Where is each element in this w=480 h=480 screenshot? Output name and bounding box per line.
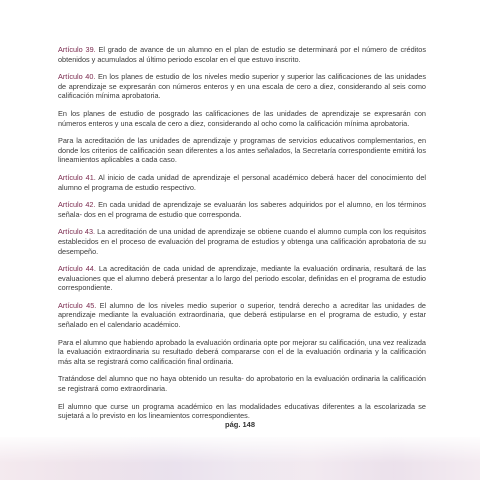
- paragraph-text: El grado de avance de un alumno en el plan de estudio se determinará por el número de créditos obtenidos y acumulados al último periodo escolar en el que estuvo inscrito.: [58, 45, 426, 64]
- paragraph-art-44: [58, 264, 426, 293]
- article-label: Artículo 41.: [58, 172, 96, 182]
- paragraph-art-41: [58, 173, 426, 192]
- article-label: Artículo 44.: [58, 264, 96, 274]
- paragraph-mejorar: [58, 338, 426, 367]
- document-body: [58, 45, 426, 429]
- paragraph-text: Para el alumno que habiendo aprobado la evaluación ordinaria opte por mejorar su calificación, una vez realizada la evaluación extraordinaria su resultado deberá compararse con el de la evaluación ordinaria y la calificación más alta se registrará como calificación final ordinaria.: [58, 337, 426, 366]
- paragraph-extraordinaria: [58, 374, 426, 393]
- paragraph-text: El alumno que curse un programa académico en las modalidades educativas diferentes a la escolarizada se sujetará a lo previsto en los lineamientos correspondientes.: [58, 401, 426, 421]
- paragraph-text: La acreditación de cada unidad de aprendizaje, mediante la evaluación ordinaria, resultará de las evaluaciones que el alumno deberá presentar a lo largo del periodo escolar, definidas en el programa de estudio correspondiente.: [58, 264, 426, 293]
- paragraph-art-42: [58, 200, 426, 219]
- paragraph-text: En los planes de estudio de los niveles medio superior y superior las calificaciones de las unidades de aprendizaje se expresarán con números enteros y en una escala de cero a diez, considerando al seis como calificación mínima aprobatoria.: [58, 72, 426, 101]
- paragraph-art-39: [58, 45, 426, 64]
- paragraph-modalidades: [58, 402, 426, 421]
- page-number: pág. 148: [224, 420, 255, 429]
- paragraph-art-45: [58, 301, 426, 330]
- paragraph-text: Tratándose del alumno que no haya obtenido un resulta- do aprobatorio en la evaluación ordinaria la calificación se registrará como extraordinaria.: [58, 374, 426, 394]
- paragraph-text: Para la acreditación de las unidades de aprendizaje y programas de servicios educativos complementarios, en donde los criterios de calificación sean diferentes a los antes señalados, la Secretaría correspondiente emitirá los lineamientos aplicables a cada caso.: [58, 136, 426, 165]
- article-label: Artículo 45.: [58, 300, 97, 310]
- article-label: Artículo 39.: [58, 45, 96, 54]
- paragraph-art-40: [58, 72, 426, 101]
- paragraph-text: En los planes de estudio de posgrado las calificaciones de las unidades de aprendizaje se expresarán con números enteros y una escala de cero a diez, considerando al ocho como la calificación mínima aprobatoria.: [58, 108, 426, 128]
- paragraph-text: El alumno de los niveles medio superior o superior, tendrá derecho a acreditar las unidades de aprendizaje mediante la evaluación extraordinaria, que deberá estipularse en el programa de estudio, y estar señalado en el calendario académico.: [58, 300, 426, 330]
- paragraph-acreditacion: [58, 136, 426, 165]
- article-label: Artículo 43.: [58, 227, 96, 237]
- paragraph-posgrado: [58, 109, 426, 128]
- article-label: Artículo 42.: [58, 200, 96, 210]
- paragraph-text: Al inicio de cada unidad de aprendizaje el personal académico deberá hacer del conocimiento del alumno el programa de estudio respectivo.: [58, 172, 426, 192]
- paragraph-text: En cada unidad de aprendizaje se evaluarán los saberes adquiridos por el alumno, en los términos señala- dos en el programa de estudio que corresponda.: [58, 200, 426, 219]
- paragraph-text: La acreditación de una unidad de aprendizaje se obtiene cuando el alumno cumpla con los requisitos establecidos en el proceso de evaluación del programa de estudios y obtenga una calificación aprobatoria de su desempeño.: [58, 227, 426, 256]
- footer-band-shade: [0, 437, 480, 480]
- paragraph-art-43: [58, 227, 426, 256]
- article-label: Artículo 40.: [58, 72, 96, 82]
